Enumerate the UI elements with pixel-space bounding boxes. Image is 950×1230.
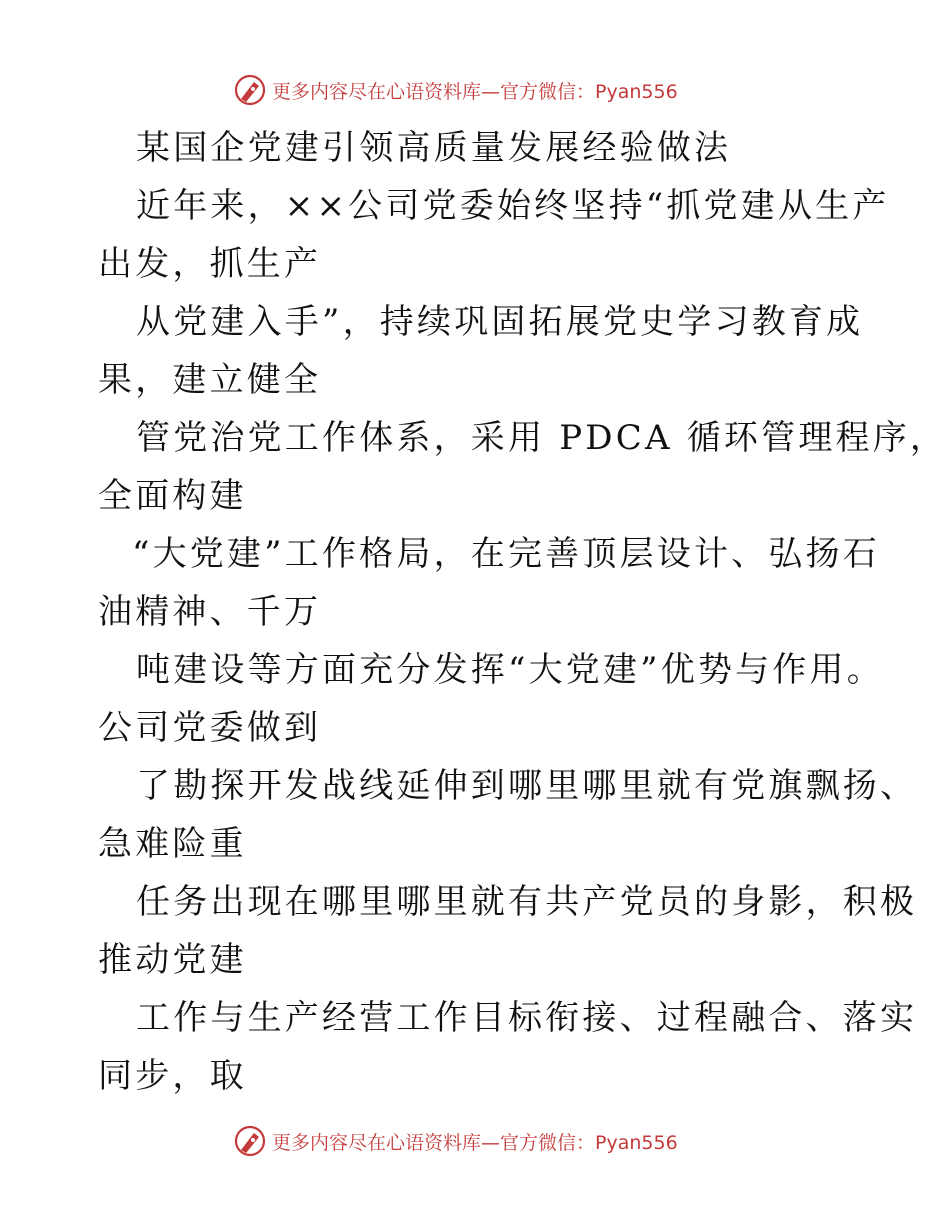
banner-suffix: —官方微信：Pyan556 <box>481 1131 678 1154</box>
document-title: 某国企党建引领高质量发展经验做法 <box>136 128 732 168</box>
text-line: 了勘探开发战线延伸到哪里哪里就有党旗飘扬、 <box>136 766 918 806</box>
text-line: 推动党建 <box>98 940 247 980</box>
text-line: 出发，抓生产 <box>98 244 322 284</box>
text-line: 果，建立健全 <box>98 360 322 400</box>
banner-suffix: —官方微信：Pyan556 <box>481 80 678 103</box>
banner-text: 更多内容尽在心语资料库 <box>272 80 482 103</box>
text-line: 管党治党工作体系，采用 PDCA 循环管理程序， <box>136 418 948 458</box>
text-line: 急难险重 <box>98 824 247 864</box>
banner-text: 更多内容尽在心语资料库 <box>272 1131 482 1154</box>
header-banner <box>232 70 678 110</box>
text-line: 从党建入手”，持续巩固拓展党史学习教育成 <box>136 302 864 342</box>
text-line: 工作与生产经营工作目标衔接、过程融合、落实 <box>136 998 918 1038</box>
text-line: 任务出现在哪里哪里就有共产党员的身影，积极 <box>136 882 918 922</box>
footer-banner <box>232 1121 678 1161</box>
text-line: 油精神、千万 <box>98 592 322 632</box>
pen-nib-logo-icon <box>232 1123 268 1159</box>
text-line: 近年来，××公司党委始终坚持“抓党建从生产 <box>136 186 890 226</box>
text-line: 同步，取 <box>98 1056 247 1096</box>
text-line: “大党建”工作格局，在完善顶层设计、弘扬石 <box>132 534 880 574</box>
pen-nib-logo-icon <box>232 72 268 108</box>
text-line: 吨建设等方面充分发挥“大党建”优势与作用。 <box>136 650 884 690</box>
text-line: 全面构建 <box>98 476 247 516</box>
text-line: 公司党委做到 <box>98 708 322 748</box>
